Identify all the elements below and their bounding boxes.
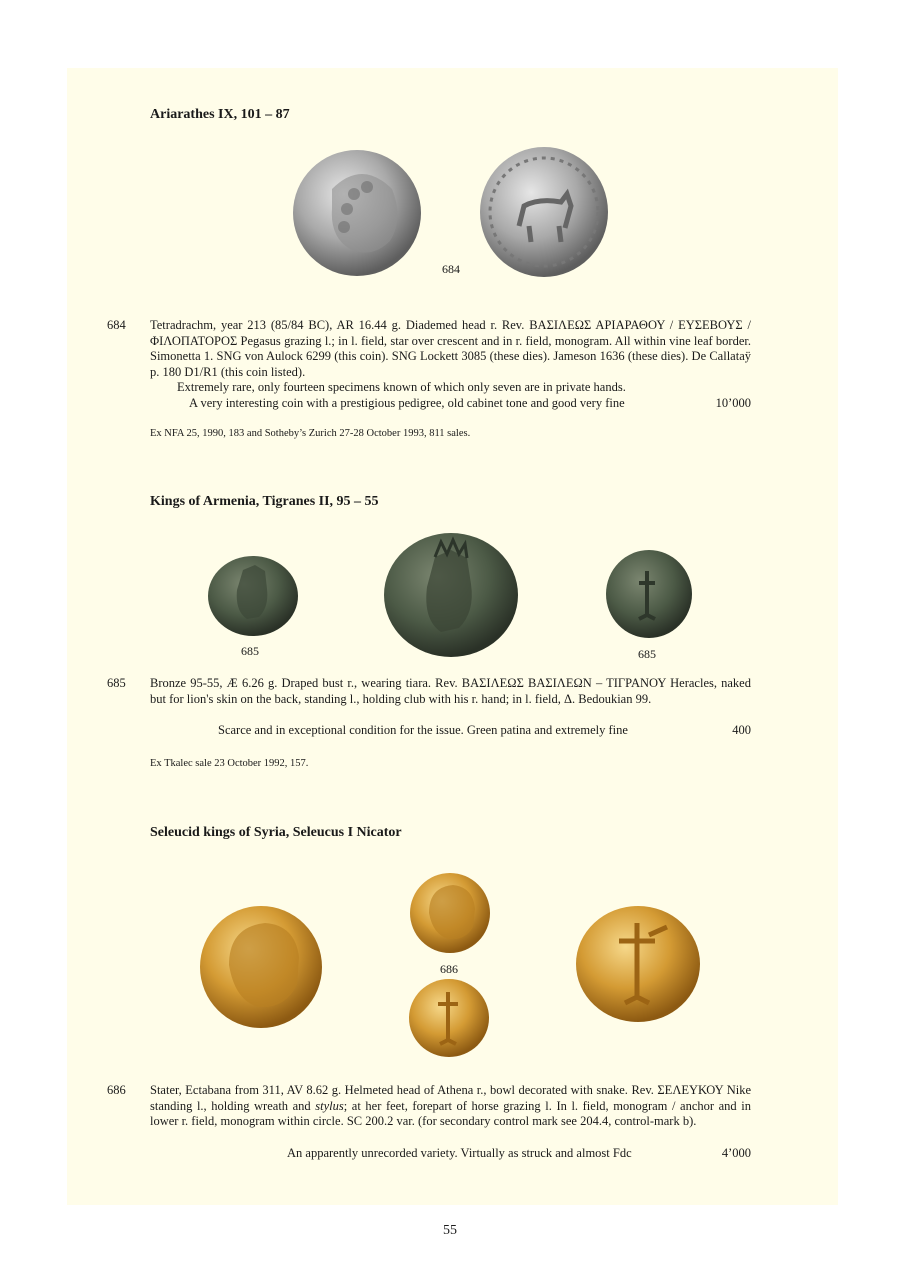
grade-note-686: An apparently unrecorded variety. Virtually as struck and almost Fdc [287, 1146, 632, 1160]
coin-686-obverse-large [199, 905, 323, 1029]
photo-caption-685-right: 685 [638, 647, 656, 661]
grade-note-685: Scarce and in exceptional condition for the issue. Green patina and extremely fine [218, 723, 628, 737]
description-text: Bronze 95-55, Æ 6.26 g. Draped bust r., wearing tiara. Rev. ΒΑΣΙΛΕΩΣ ΒΑΣΙΛΕΩΝ – ΤΙΓΡΑΝΟΥ Heracles, naked but for lion's skin on the back, standing l., holding club with his r. hand; in l. field, Δ. Bedoukian 99. [150, 676, 751, 706]
page-number: 55 [443, 1223, 457, 1238]
provenance-684: Ex NFA 25, 1990, 183 and Sotheby’s Zurich 27-28 October 1993, 811 sales. [150, 428, 471, 439]
coin-686-reverse-large [575, 905, 701, 1024]
provenance-685: Ex Tkalec sale 23 October 1992, 157. [150, 758, 309, 769]
photo-caption-684: 684 [442, 262, 460, 276]
grade-note-684: A very interesting coin with a prestigious pedigree, old cabinet tone and good very fine [189, 396, 625, 410]
estimate-price-684: 10’000 [715, 396, 751, 410]
lot-number-684: 684 [107, 318, 126, 332]
lot-description-686 [150, 1083, 751, 1130]
section-heading-seleucus: Seleucid kings of Syria, Seleucus I Nicator [150, 825, 402, 840]
lot-number-686: 686 [107, 1083, 126, 1097]
section-heading-ariarathes: Ariarathes IX, 101 – 87 [150, 107, 290, 122]
coin-684-reverse [479, 146, 610, 278]
description-text: Tetradrachm, year 213 (85/84 BC), AR 16.44 g. Diademed head r. Rev. ΒΑΣΙΛΕΩΣ ΑΡΙΑΡΑΘΟΥ / ΕΥΣΕΒΟΥΣ / ΦΙΛΟΠΑΤΟΡΟΣ Pegasus grazing l.; in l. field, star over crescent and in r. field, monogram. All within vine leaf border. Simonetta 1. SNG von Aulock 6299 (this coin). SNG Lockett 3085 (these dies). Jameson 1636 (these dies). De Callataÿ p. 180 D1/R1 (this coin listed). [150, 318, 751, 379]
estimate-price-685: 400 [732, 723, 751, 737]
lot-description-685 [150, 676, 751, 707]
photo-caption-686: 686 [440, 962, 458, 976]
coin-684-obverse [292, 149, 422, 277]
coin-686-obverse-small [409, 873, 491, 954]
section-heading-tigranes: Kings of Armenia, Tigranes II, 95 – 55 [150, 494, 379, 509]
coin-685-obverse-small [207, 555, 299, 637]
lot-description-684 [150, 318, 751, 380]
lot-number-685: 685 [107, 676, 126, 690]
description-text: Stater, Ectabana from 311, AV 8.62 g. Helmeted head of Athena r., bowl decorated with snake. Rev. ΣΕΛΕΥΚΟΥ Nike standing l., holding wreath and stylus; at her feet, forepart of horse grazing l. In l. field, monogram / anchor and in lower r. field, monogram within circle. SC 200.2 var. (for secondary control mark see 204.4, control-mark b). [150, 1083, 751, 1128]
photo-caption-685-left: 685 [241, 644, 259, 658]
coin-686-reverse-small [408, 978, 490, 1058]
coin-685-obverse-large [383, 532, 519, 659]
estimate-price-686: 4’000 [721, 1146, 751, 1160]
rarity-note-684: Extremely rare, only fourteen specimens known of which only seven are in private hands. [177, 380, 626, 394]
coin-685-reverse [605, 549, 693, 639]
